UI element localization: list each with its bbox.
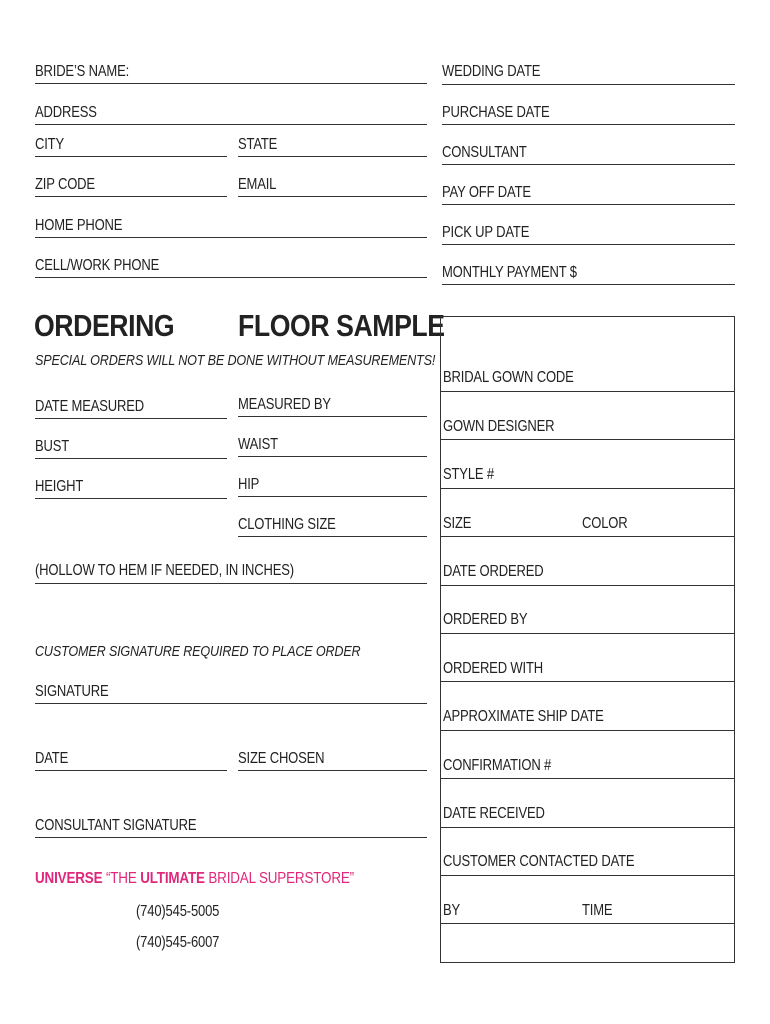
city-field[interactable]	[35, 156, 227, 157]
size-label: SIZE	[443, 515, 472, 532]
measured-by-field[interactable]	[238, 416, 427, 417]
size-color-field[interactable]	[440, 536, 735, 537]
clothing-size-field[interactable]	[238, 536, 427, 537]
zip-code-field[interactable]	[35, 196, 227, 197]
confirmation-field[interactable]	[440, 778, 735, 779]
clothing-size-label: CLOTHING SIZE	[238, 516, 336, 533]
phone-number-2: (740)545-6007	[136, 934, 220, 951]
hip-field[interactable]	[238, 496, 427, 497]
bust-field[interactable]	[35, 458, 227, 459]
hollow-to-hem-label: (HOLLOW TO HEM IF NEEDED, IN INCHES)	[35, 562, 294, 579]
hollow-to-hem-field[interactable]	[35, 583, 427, 584]
color-label: COLOR	[582, 515, 628, 532]
date-field[interactable]	[35, 770, 227, 771]
tagline-rest: BRIDAL SUPERSTORE”	[204, 870, 354, 887]
ordered-with-field[interactable]	[440, 681, 735, 682]
by-label: BY	[443, 902, 461, 919]
consultant-field[interactable]	[442, 164, 735, 165]
brand-name: UNIVERSE	[35, 870, 103, 887]
signature-required-note: CUSTOMER SIGNATURE REQUIRED TO PLACE ORDER	[35, 643, 361, 660]
wedding-date-label: WEDDING DATE	[442, 63, 541, 80]
city-label: CITY	[35, 136, 64, 153]
date-received-field[interactable]	[440, 827, 735, 828]
cell-work-phone-label: CELL/WORK PHONE	[35, 257, 160, 274]
bust-label: BUST	[35, 438, 70, 455]
home-phone-field[interactable]	[35, 237, 427, 238]
waist-field[interactable]	[238, 456, 427, 457]
pay-off-date-field[interactable]	[442, 204, 735, 205]
customer-contacted-date-label: CUSTOMER CONTACTED DATE	[443, 853, 635, 870]
date-ordered-label: DATE ORDERED	[443, 563, 544, 580]
email-label: EMAIL	[238, 176, 277, 193]
ordered-by-label: ORDERED BY	[443, 611, 528, 628]
date-ordered-field[interactable]	[440, 585, 735, 586]
by-time-field[interactable]	[440, 923, 735, 924]
tagline-open: “THE	[105, 870, 141, 887]
purchase-date-label: PURCHASE DATE	[442, 104, 550, 121]
customer-contacted-date-field[interactable]	[440, 875, 735, 876]
cell-work-phone-field[interactable]	[35, 277, 427, 278]
address-label: ADDRESS	[35, 104, 97, 121]
signature-field[interactable]	[35, 703, 427, 704]
date-label: DATE	[35, 750, 69, 767]
floor-sample-heading: FLOOR SAMPLE	[238, 308, 445, 343]
signature-label: SIGNATURE	[35, 683, 109, 700]
state-field[interactable]	[238, 156, 427, 157]
style-number-label: STYLE #	[443, 466, 494, 483]
approx-ship-date-label: APPROXIMATE SHIP DATE	[443, 708, 604, 725]
approx-ship-date-field[interactable]	[440, 730, 735, 731]
pick-up-date-label: PICK UP DATE	[442, 224, 530, 241]
style-number-field[interactable]	[440, 488, 735, 489]
height-label: HEIGHT	[35, 478, 84, 495]
size-chosen-label: SIZE CHOSEN	[238, 750, 325, 767]
phone-number-1: (740)545-5005	[136, 903, 220, 920]
bridal-gown-code-label: BRIDAL GOWN CODE	[443, 369, 574, 386]
ordering-heading: ORDERING	[34, 308, 175, 343]
consultant-signature-field[interactable]	[35, 837, 427, 838]
address-field[interactable]	[35, 124, 427, 125]
purchase-date-field[interactable]	[442, 124, 735, 125]
gown-designer-label: GOWN DESIGNER	[443, 418, 555, 435]
date-measured-field[interactable]	[35, 418, 227, 419]
size-chosen-field[interactable]	[238, 770, 427, 771]
measured-by-label: MEASURED BY	[238, 396, 331, 413]
ordered-by-field[interactable]	[440, 633, 735, 634]
height-field[interactable]	[35, 498, 227, 499]
state-label: STATE	[238, 136, 278, 153]
ordered-with-label: ORDERED WITH	[443, 660, 543, 677]
confirmation-label: CONFIRMATION #	[443, 757, 552, 774]
store-tagline	[35, 870, 354, 888]
brides-name-field[interactable]	[35, 83, 427, 84]
pick-up-date-field[interactable]	[442, 244, 735, 245]
wedding-date-field[interactable]	[442, 84, 735, 85]
brides-name-label: BRIDE’S NAME:	[35, 63, 130, 80]
consultant-label: CONSULTANT	[442, 144, 527, 161]
hip-label: HIP	[238, 476, 260, 493]
pay-off-date-label: PAY OFF DATE	[442, 184, 531, 201]
email-field[interactable]	[238, 196, 427, 197]
gown-designer-field[interactable]	[440, 439, 735, 440]
home-phone-label: HOME PHONE	[35, 217, 123, 234]
tagline-bold: ULTIMATE	[140, 870, 205, 887]
zip-code-label: ZIP CODE	[35, 176, 95, 193]
bridal-gown-code-field[interactable]	[440, 391, 735, 392]
monthly-payment-label: MONTHLY PAYMENT $	[442, 264, 577, 281]
consultant-signature-label: CONSULTANT SIGNATURE	[35, 817, 197, 834]
monthly-payment-field[interactable]	[442, 284, 735, 285]
special-orders-note: SPECIAL ORDERS WILL NOT BE DONE WITHOUT MEASUREMENTS!	[35, 352, 436, 369]
waist-label: WAIST	[238, 436, 278, 453]
time-label: TIME	[582, 902, 613, 919]
date-measured-label: DATE MEASURED	[35, 398, 144, 415]
date-received-label: DATE RECEIVED	[443, 805, 545, 822]
